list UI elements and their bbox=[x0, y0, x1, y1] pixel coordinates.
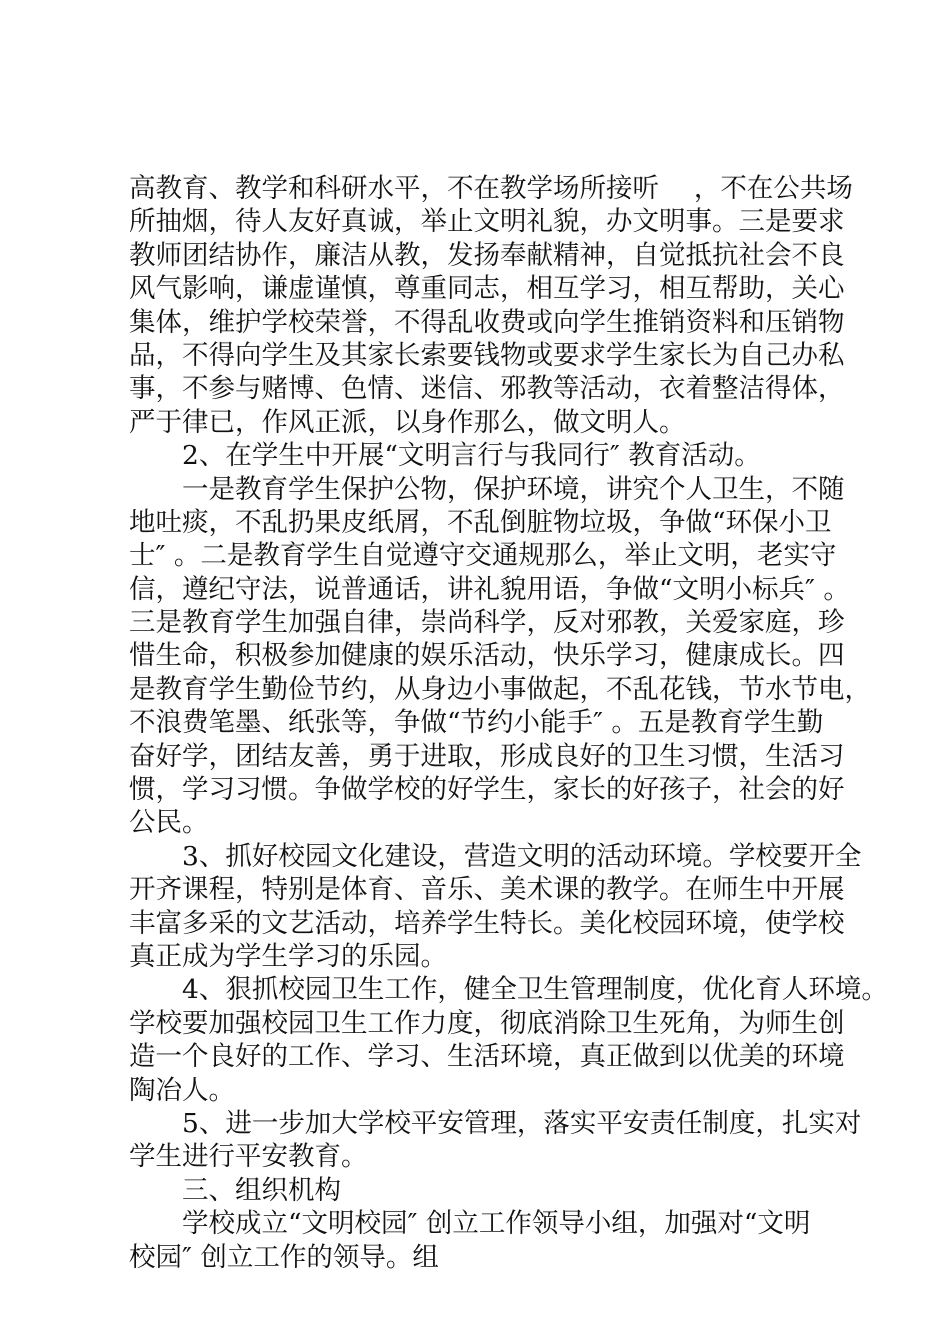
text-line: 风气影响，谦虚谨慎，尊重同志，相互学习，相互帮助，关心 bbox=[129, 273, 845, 305]
text-line: 严于律已，作风正派，以身作那么，做文明人。 bbox=[129, 406, 686, 438]
text-line: 4、狠抓校园卫生工作，健全卫生管理制度，优化育人环境。 bbox=[182, 974, 888, 1006]
text-line: 惜生命，积极参加健康的娱乐活动，快乐学习，健康成长。四 bbox=[129, 640, 845, 672]
text-line: 奋好学，团结友善，勇于进取，形成良好的卫生习惯，生活习 bbox=[129, 740, 845, 772]
text-line: 造一个良好的工作、学习、生活环境，真正做到以优美的环境 bbox=[129, 1041, 845, 1073]
text-line: 地吐痰，不乱扔果皮纸屑，不乱倒脏物垃圾，争做“环保小卫 bbox=[129, 506, 832, 538]
text-line: 学校成立“文明校园″ 创立工作领导小组，加强对“文明 bbox=[182, 1208, 811, 1240]
text-line: 开齐课程，特别是体育、音乐、美术课的教学。在师生中开展 bbox=[129, 874, 845, 906]
text-line: 信，遵纪守法，说普通话，讲礼貌用语，争做“文明小标兵″ 。 bbox=[129, 573, 850, 605]
text-line: 事，不参与赌博、色情、迷信、邪教等活动，衣着整洁得体， bbox=[129, 373, 845, 405]
text-line: 学生进行平安教育。 bbox=[129, 1141, 368, 1173]
text-line: 惯，学习习惯。争做学校的好学生，家长的好孩子，社会的好 bbox=[129, 774, 845, 806]
text-line: 公民。 bbox=[129, 807, 209, 839]
text-line: 士″ 。二是教育学生自觉遵守交通规那么，举止文明，老实守 bbox=[129, 540, 837, 572]
text-line: 品，不得向学生及其家长索要钱物或要求学生家长为自己办私 bbox=[129, 339, 845, 371]
text-line: 是教育学生勤俭节约，从身边小事做起，不乱花钱，节水节电， bbox=[129, 673, 871, 705]
text-line: 2、在学生中开展“文明言行与我同行″ 教育活动。 bbox=[182, 440, 761, 472]
text-line: 一是教育学生保护公物，保护环境，讲究个人卫生，不随 bbox=[182, 473, 845, 505]
text-line: 5、进一步加大学校平安管理，落实平安责任制度，扎实对 bbox=[182, 1107, 862, 1139]
text-line: 不浪费笔墨、纸张等，争做“节约小能手″ 。五是教育学生勤 bbox=[129, 707, 824, 739]
text-line: 学校要加强校园卫生工作力度，彻底消除卫生死角，为师生创 bbox=[129, 1007, 845, 1039]
document-body bbox=[129, 172, 888, 1274]
text-line: 三、组织机构 bbox=[182, 1174, 341, 1206]
text-line: 高教育、教学和科研水平，不在教学场所接听 ，不在公共场 bbox=[129, 173, 853, 204]
text-line: 校园″ 创立工作的领导。组 bbox=[129, 1241, 439, 1273]
text-line: 陶冶人。 bbox=[129, 1074, 235, 1106]
text-line: 所抽烟，待人友好真诚，举止文明礼貌，办文明事。三是要求 bbox=[129, 206, 845, 238]
text-line: 3、抓好校园文化建设，营造文明的活动环境。学校要开全 bbox=[182, 840, 862, 872]
text-line: 教师团结协作，廉洁从教，发扬奉献精神，自觉抵抗社会不良 bbox=[129, 239, 845, 271]
text-line: 真正成为学生学习的乐园。 bbox=[129, 940, 447, 972]
text-line: 集体，维护学校荣誉，不得乱收费或向学生推销资料和压销物 bbox=[129, 306, 845, 338]
text-line: 丰富多采的文艺活动，培养学生特长。美化校园环境，使学校 bbox=[129, 907, 845, 939]
text-line: 三是教育学生加强自律，崇尚科学，反对邪教，关爱家庭，珍 bbox=[129, 607, 845, 639]
